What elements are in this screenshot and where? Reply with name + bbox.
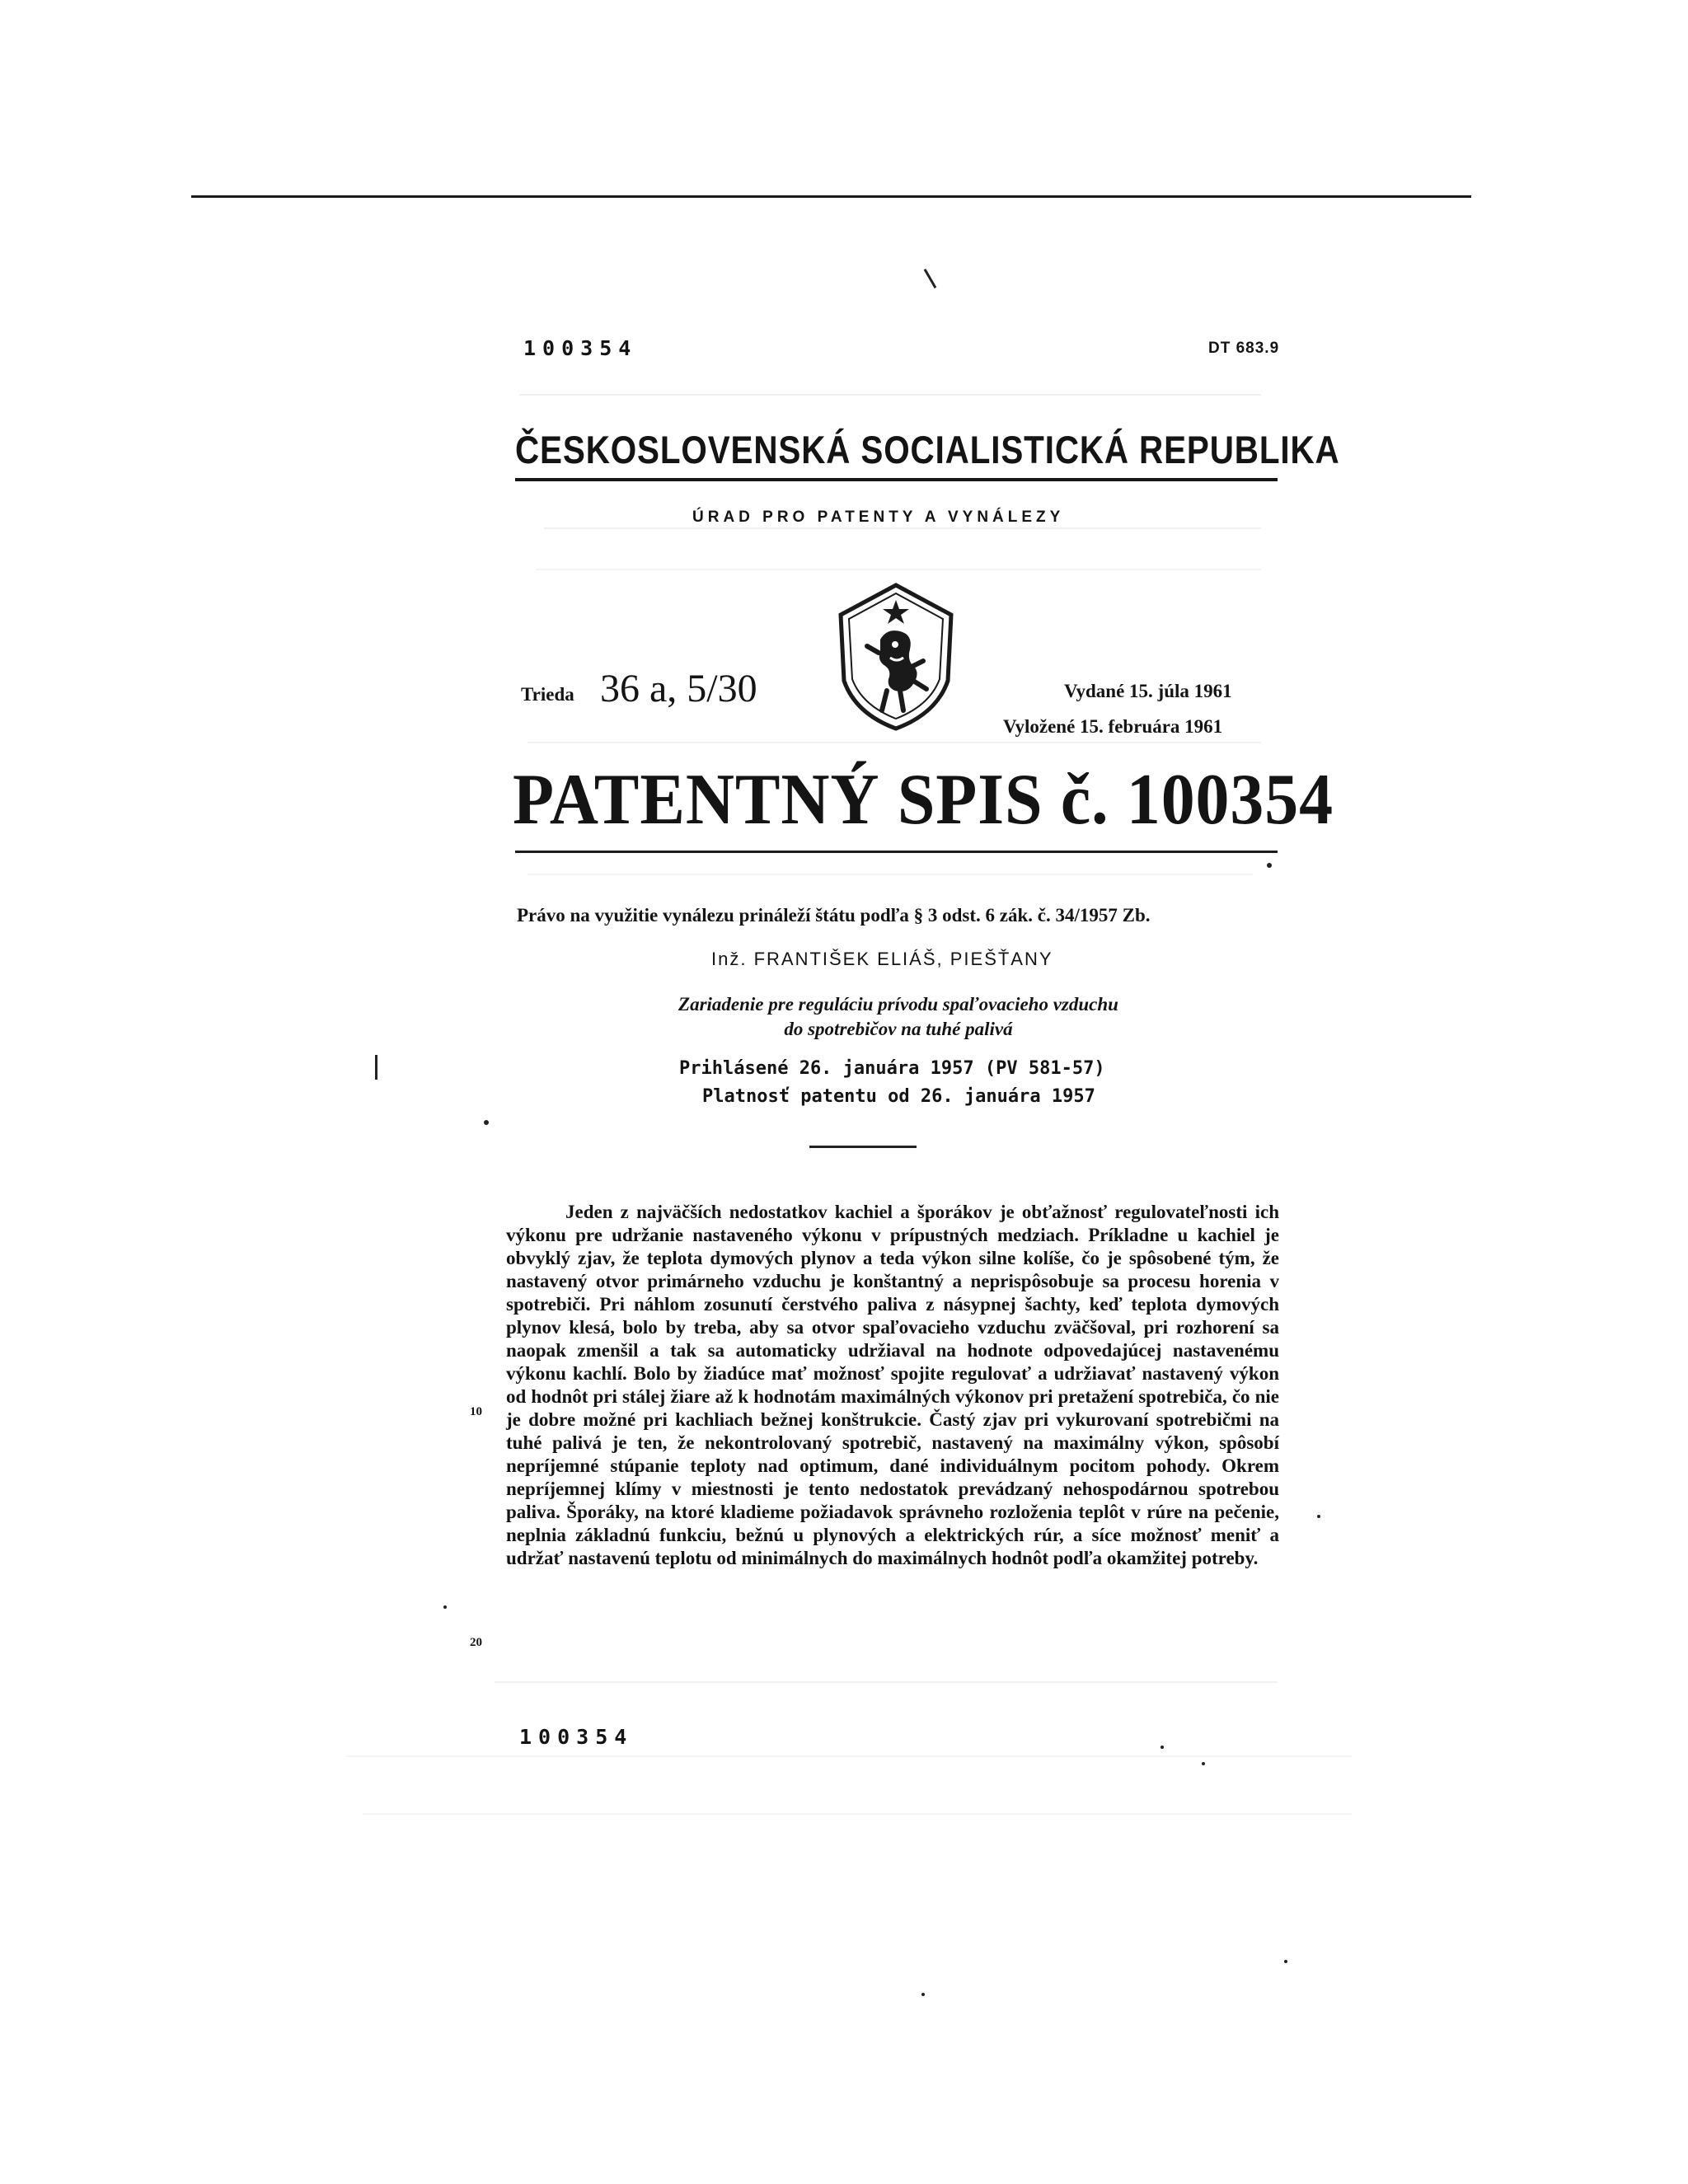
- subject-line-2: do spotrebičov na tuhé palivá: [784, 1019, 1013, 1039]
- subject-line-1: Zariadenie pre reguláciu prívodu spaľovacieho vzduchu: [678, 994, 1118, 1015]
- scan-mark: [924, 269, 937, 288]
- patent-title: PATENTNÝ SPIS č. 100354: [513, 760, 1334, 840]
- issued-date: Vydané 15. júla 1961: [1064, 681, 1232, 701]
- top-border-rule: [191, 195, 1471, 198]
- body-text: Jeden z najväčších nedostatkov kachiel a šporákov je obťažnosť regulovateľnosti ich výkonu pre udržanie nastaveného výkonu v prípustných medziach. Príkladne u kachiel je obvyklý zjav, že teplota dymových plynov a teda výkon silne kolíše, čo je spôsobené tým, že nastavený otvor primárneho vzduchu je konštantný a neprispôsobuje sa procesu horenia v spotrebiči. Pri náhlom zosunutí čerstvého paliva z násypnej šachty, keď teplota dymových plynov klesá, bolo by treba, aby sa otvor spaľovacieho vzduchu zväčšoval, pri rozhorení sa naopak zmenšil a tak sa automaticky udržiaval na hodnote odpovedajúcej nastavenému výkonu kachlí. Bolo by žiadúce mať možnosť spojite regulovať a udržiavať nastavený výkon od hodnôt pri stálej žiare až k hodnotám maximálných výkonov pri pretažení spotrebiča, čo nie je dobre možné pri kachliach bežnej konštrukcie. Častý zjav pri vykurovaní spotrebičmi na tuhé palivá je ten, že nekontrolovaný spotrebič, nastavený na maximálny výkon, spôsobí nepríjemné stúpanie teploty nad optimum, dané individuálnym pocitom pohody. Okrem nepríjemnej klímy v miestnosti je tento nedostatok prevádzaný nehospodárnou spotrebou paliva. Šporáky, na ktoré kladieme požiadavok správneho rozloženia teplôt v rúre na pečenie, neplnia základnú funkciu, bežnú u plynových a elektrických rúr, a síce možnosť meniť a udržať nastavenú teplotu od minimálnych do maximálnych hodnôt podľa okamžitej potreby.: [506, 1202, 1279, 1568]
- rights-notice: Právo na využitie vynálezu prináleží štátu podľa § 3 odst. 6 zák. č. 34/1957 Zb.: [517, 905, 1151, 926]
- heading-rule: [515, 478, 1278, 481]
- line-number-20: 20: [470, 1636, 482, 1649]
- body-paragraph: [506, 1201, 1279, 1570]
- patent-office-name: ÚRAD PRO PATENTY A VYNÁLEZY: [692, 509, 1065, 526]
- class-label: Trieda: [521, 684, 574, 705]
- republic-heading: ČESKOSLOVENSKÁ SOCIALISTICKÁ REPUBLIKA: [515, 428, 1340, 471]
- document-number-top: 100354: [523, 336, 638, 360]
- line-number-10: 10: [470, 1405, 482, 1418]
- document-number-bottom: 100354: [519, 1725, 634, 1749]
- class-value: 36 a, 5/30: [600, 667, 757, 710]
- published-date: Vyložené 15. februára 1961: [1003, 716, 1223, 737]
- filing-date: Prihlásené 26. januára 1957 (PV 581-57): [679, 1058, 1105, 1079]
- inventor-name: Inž. FRANTIŠEK ELIÁŠ, PIEŠŤANY: [711, 949, 1053, 969]
- patent-validity: Platnosť patentu od 26. januára 1957: [702, 1086, 1095, 1107]
- invention-subject: [577, 992, 1220, 1042]
- section-divider: [809, 1146, 917, 1148]
- coat-of-arms-icon: [837, 582, 954, 732]
- dt-classification-code: DT 683.9: [1208, 340, 1280, 357]
- title-rule: [515, 851, 1278, 853]
